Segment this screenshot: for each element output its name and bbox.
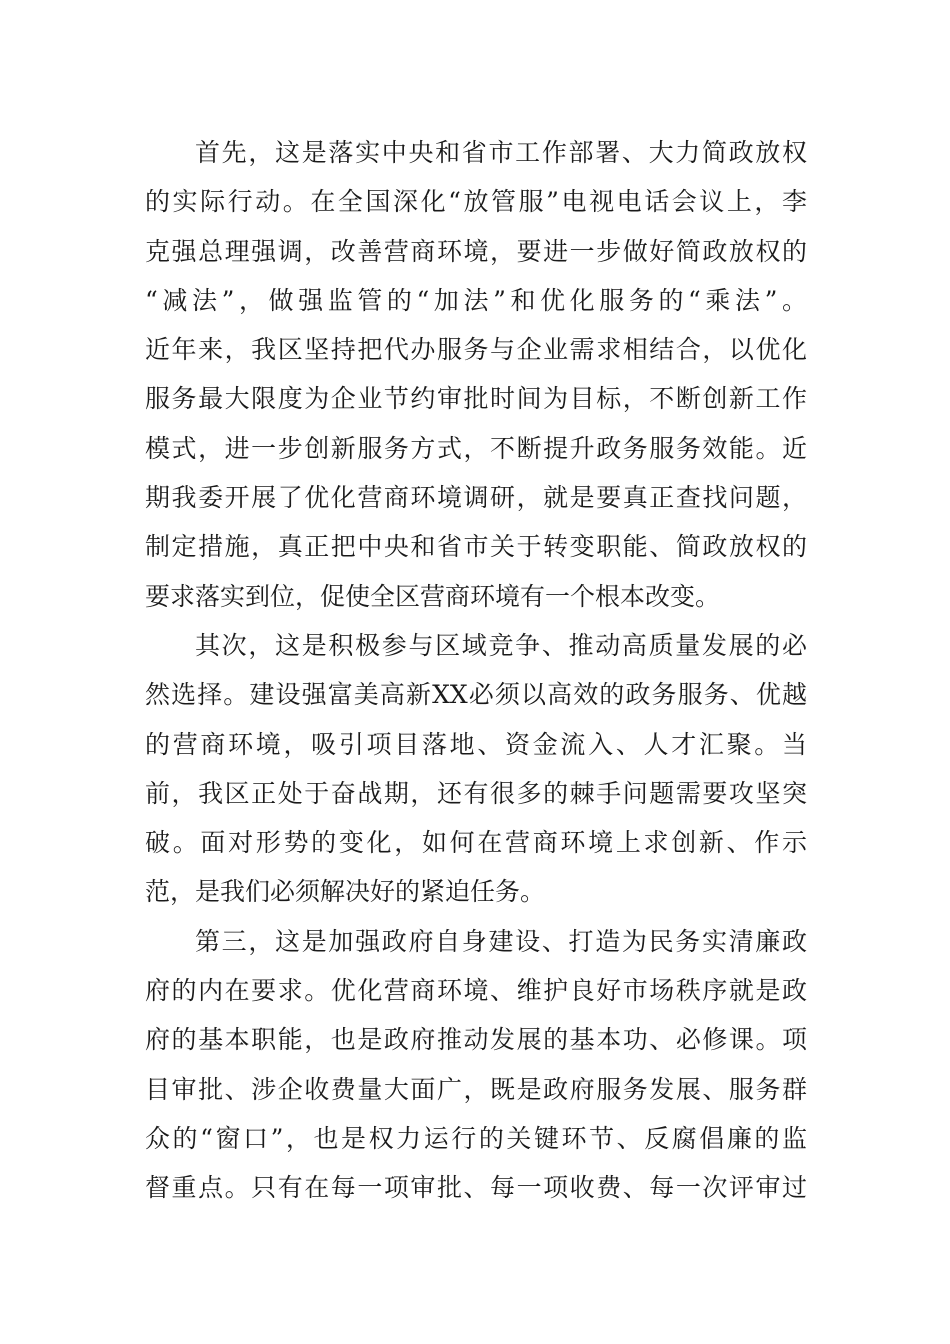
text-line: “减法”，做强监管的“加法”和优化服务的“乘法”。 (145, 285, 807, 315)
text-line: 期我委开展了优化营商环境调研，就是要真正查找问题， (145, 483, 807, 513)
text-line: 模式，进一步创新服务方式，不断提升政务服务效能。近 (145, 433, 807, 463)
text-line: 破。面对形势的变化，如何在营商环境上求创新、作示 (145, 828, 807, 858)
text-line: 服务最大限度为企业节约审批时间为目标，不断创新工作 (145, 384, 807, 414)
text-line: 近年来，我区坚持把代办服务与企业需求相结合，以优化 (145, 335, 807, 365)
text-line: 目审批、涉企收费量大面广，既是政府服务发展、服务群 (145, 1074, 807, 1104)
text-line: 督重点。只有在每一项审批、每一项收费、每一次评审过 (145, 1173, 807, 1203)
text-line: 然选择。建设强富美高新XX必须以高效的政务服务、优越 (145, 680, 807, 710)
text-line: 范，是我们必须解决好的紧迫任务。 (145, 877, 546, 907)
text-line: 的实际行动。在全国深化“放管服”电视电话会议上，李 (145, 187, 807, 217)
text-line: 第三，这是加强政府自身建设、打造为民务实清廉政 (195, 926, 807, 956)
paragraph-3 (145, 917, 807, 1213)
text-line: 府的内在要求。优化营商环境、维护良好市场秩序就是政 (145, 976, 807, 1006)
text-line: 首先，这是落实中央和省市工作部署、大力简政放权 (195, 138, 807, 167)
text-line: 的营商环境，吸引项目落地、资金流入、人才汇聚。当 (145, 729, 807, 759)
text-line: 要求落实到位，促使全区营商环境有一个根本改变。 (145, 581, 721, 611)
text-line: 制定措施，真正把中央和省市关于转变职能、简政放权的 (145, 532, 807, 562)
text-line: 其次，这是积极参与区域竞争、推动高质量发展的必 (195, 630, 807, 660)
text-line: 众的“窗口”，也是权力运行的关键环节、反腐倡廉的监 (145, 1123, 807, 1153)
paragraph-1 (145, 128, 807, 621)
text-line: 前，我区正处于奋战期，还有很多的棘手问题需要攻坚突 (145, 778, 807, 808)
document-body (145, 128, 807, 1213)
paragraph-2 (145, 621, 807, 917)
text-line: 克强总理强调，改善营商环境，要进一步做好简政放权的 (145, 236, 807, 266)
text-line: 府的基本职能，也是政府推动发展的基本功、必修课。项 (145, 1025, 807, 1055)
